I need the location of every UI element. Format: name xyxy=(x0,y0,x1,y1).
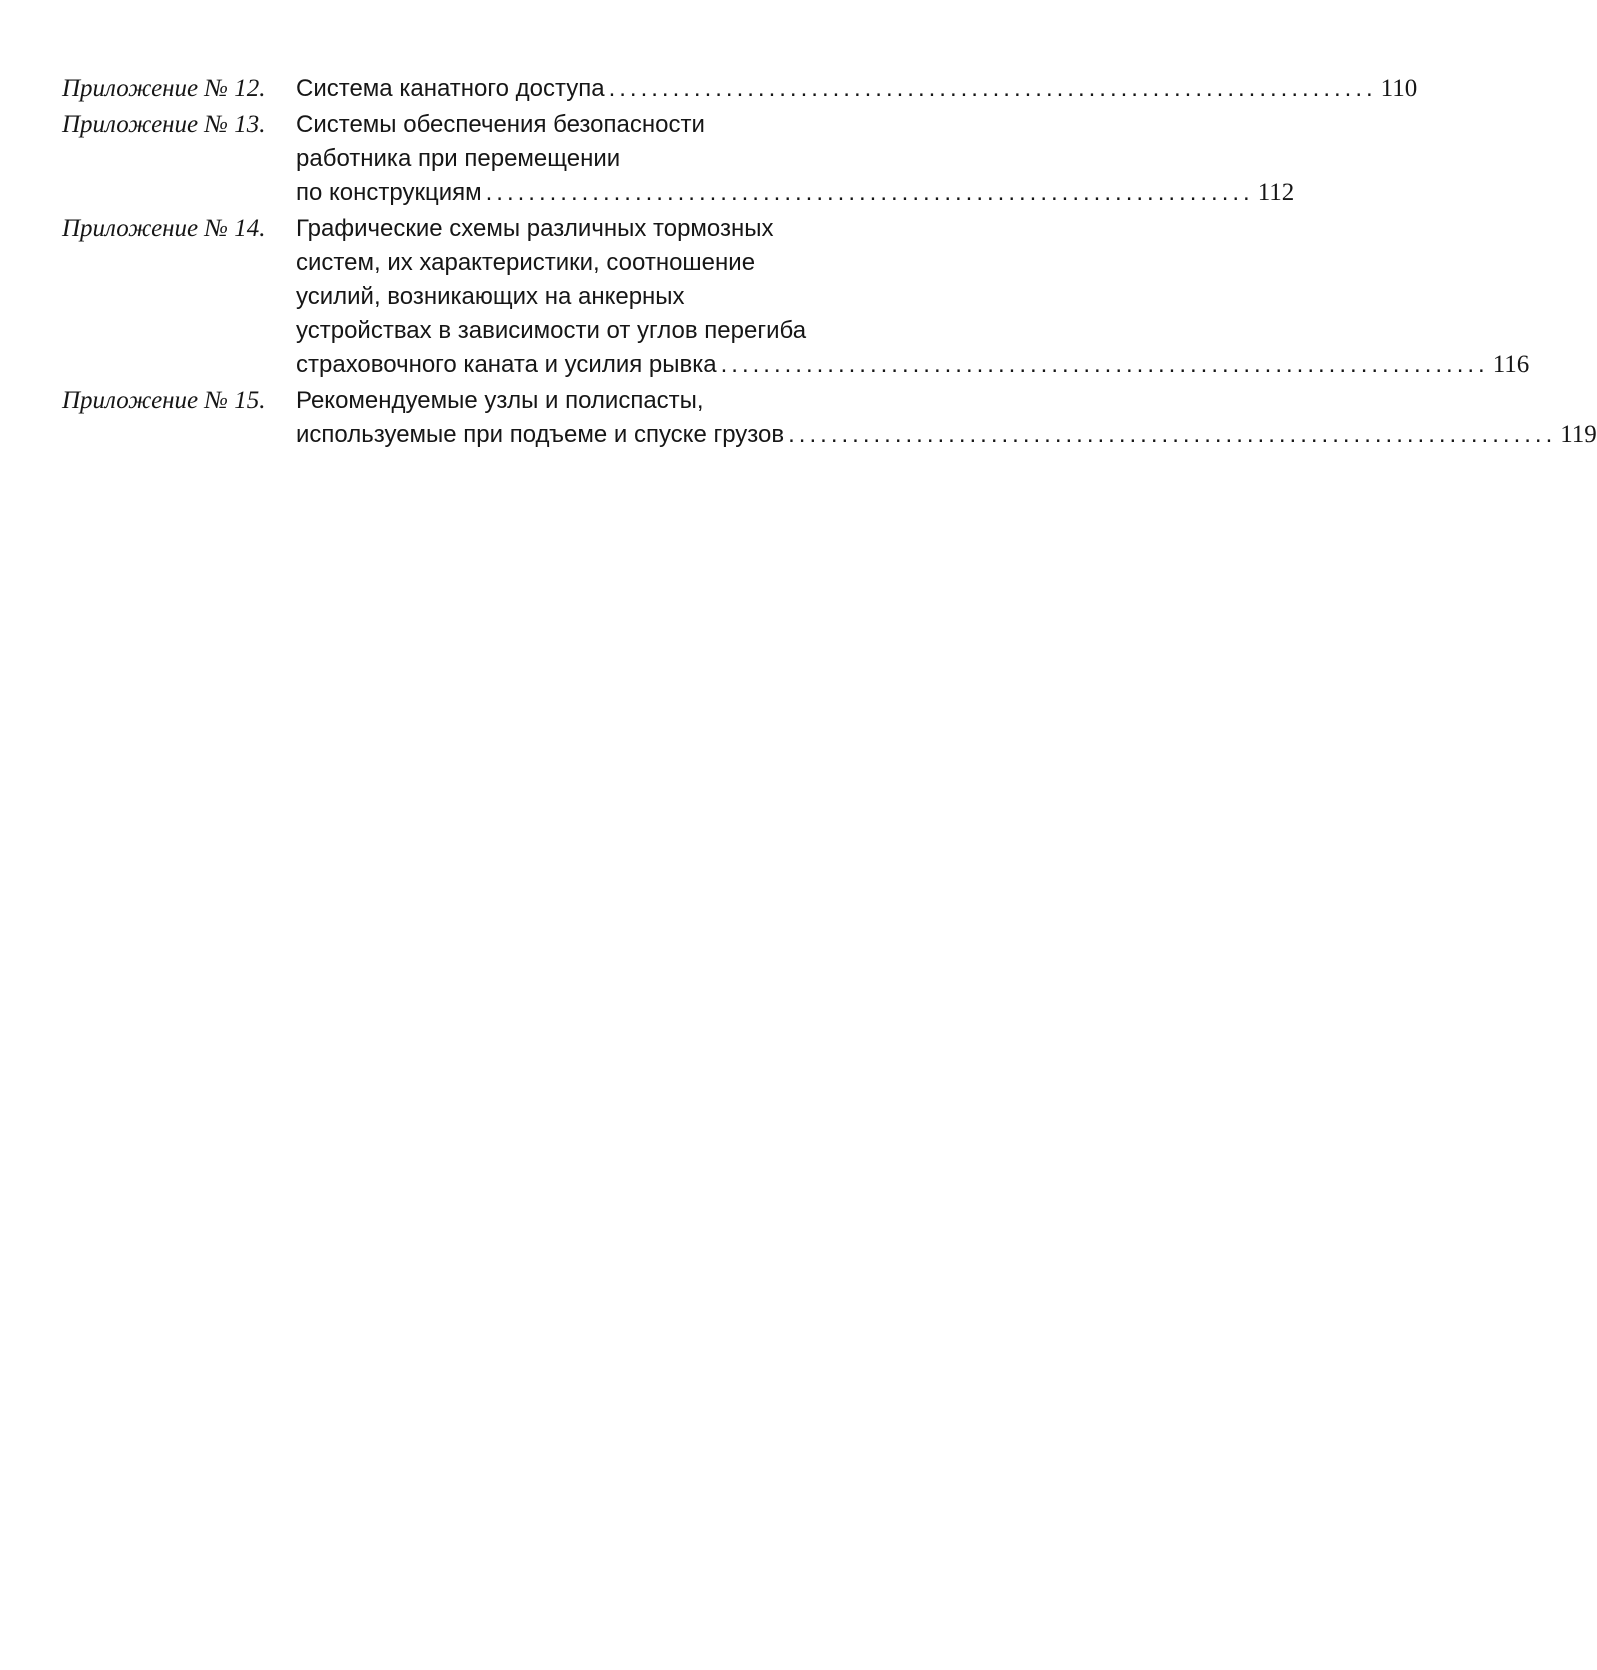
title-last-line xyxy=(296,348,1530,382)
appendix-title xyxy=(296,212,1530,382)
appendix-label: Приложение № 13. xyxy=(62,111,266,138)
page-number: 119 xyxy=(1560,421,1597,448)
toc-entry-appendix-12[interactable] xyxy=(62,72,1418,106)
dot-leader: ........................................................................ xyxy=(608,75,1377,102)
page-number: 112 xyxy=(1257,179,1295,206)
title-line: Рекомендуемые узлы и полиспасты, xyxy=(296,387,704,414)
appendix-title xyxy=(296,108,1295,210)
title-text: используемые при подъеме и спуске грузов xyxy=(296,421,785,448)
appendix-label: Приложение № 15. xyxy=(62,387,266,414)
dot-leader: ........................................................................ xyxy=(720,351,1489,378)
title-line: устройствах в зависимости от углов перегиба xyxy=(296,317,807,344)
toc-entry-appendix-14[interactable] xyxy=(62,212,1530,382)
title-line: Системы обеспечения безопасности xyxy=(296,111,705,138)
dot-leader: ........................................................................ xyxy=(485,179,1254,206)
title-last-line xyxy=(296,72,1418,106)
appendix-label: Приложение № 12. xyxy=(62,75,266,102)
title-text: по конструкциям xyxy=(296,179,482,206)
toc-entry-appendix-15[interactable] xyxy=(62,384,1597,452)
title-line: систем, их характеристики, соотношение xyxy=(296,249,756,276)
page-number: 110 xyxy=(1380,75,1418,102)
page-number: 116 xyxy=(1492,351,1530,378)
title-text: Система канатного доступа xyxy=(296,75,605,102)
title-last-line xyxy=(296,418,1597,452)
toc-entry-appendix-13[interactable] xyxy=(62,108,1295,210)
title-line: Графические схемы различных тормозных xyxy=(296,215,774,242)
title-last-line xyxy=(296,176,1295,210)
table-of-contents xyxy=(62,72,1597,454)
appendix-title xyxy=(296,384,1597,452)
title-text: страховочного каната и усилия рывка xyxy=(296,351,717,378)
title-line: работника при перемещении xyxy=(296,145,621,172)
appendix-title xyxy=(296,72,1418,106)
dot-leader: ........................................................................ xyxy=(788,421,1557,448)
title-line: усилий, возникающих на анкерных xyxy=(296,283,685,310)
appendix-label: Приложение № 14. xyxy=(62,215,266,242)
